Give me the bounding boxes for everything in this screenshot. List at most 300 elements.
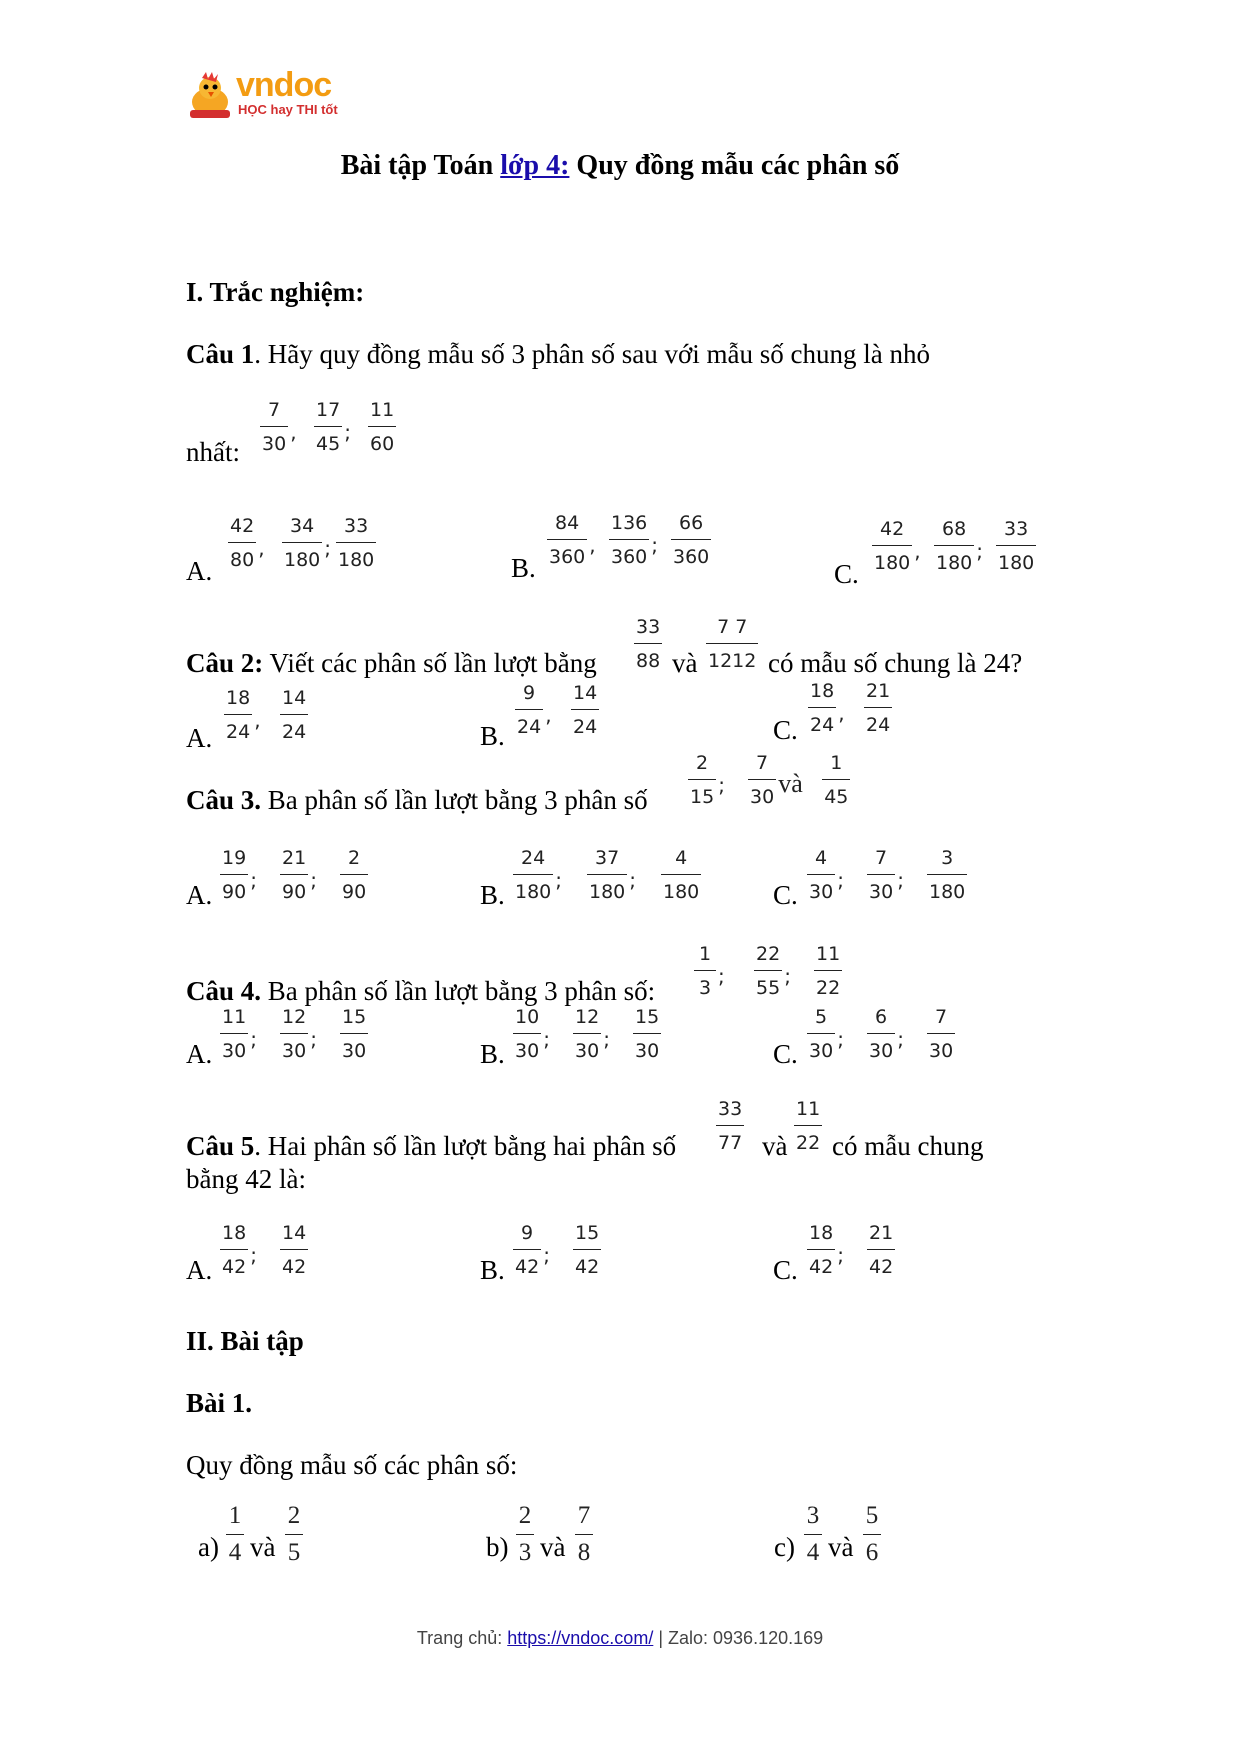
fraction-bar	[634, 643, 662, 644]
fraction-bar	[573, 1033, 601, 1034]
q3-option-b[interactable]: B.	[480, 880, 505, 910]
fraction	[513, 1221, 541, 1279]
numerator: 14	[573, 682, 598, 704]
denominator: 90	[342, 881, 367, 903]
fraction	[515, 681, 543, 739]
q5-option-c[interactable]: C.	[773, 1255, 798, 1285]
question-5-fraction-1	[716, 1097, 744, 1155]
question-1	[186, 338, 930, 370]
fraction-bar	[807, 874, 835, 875]
footer-prefix: Trang chủ:	[416, 1628, 508, 1648]
denominator: 180	[936, 552, 973, 574]
fraction-bar	[927, 1033, 955, 1034]
exercise-1-instruction: Quy đồng mẫu số các phân số:	[186, 1450, 518, 1480]
denominator: 360	[611, 546, 648, 568]
fraction-separator: ,	[914, 539, 921, 563]
denominator: 24	[282, 721, 307, 743]
fraction-bar	[516, 1534, 534, 1535]
fraction	[368, 398, 396, 456]
fraction	[340, 1005, 368, 1063]
exercise-item-b-fraction-2	[575, 1504, 593, 1565]
fraction-bar	[867, 1249, 895, 1250]
fraction	[571, 681, 599, 739]
fraction	[609, 511, 649, 569]
numerator: 42	[230, 515, 255, 537]
q4-option-c[interactable]: C.	[773, 1039, 798, 1069]
denominator: 30	[869, 881, 894, 903]
denominator: 80	[230, 549, 255, 571]
fraction-bar	[688, 779, 716, 780]
numerator: 4	[815, 847, 828, 869]
fraction-bar	[228, 542, 256, 543]
page-title	[0, 150, 1240, 182]
fraction	[808, 679, 836, 737]
fraction-bar	[822, 779, 850, 780]
q2-option-c[interactable]: C.	[773, 715, 798, 745]
question-5-and: và	[762, 1131, 788, 1161]
numerator: 11	[222, 1006, 247, 1028]
numerator: 34	[290, 515, 315, 537]
numerator: 42	[880, 518, 905, 540]
q5-option-a[interactable]: A.	[186, 1255, 213, 1285]
fraction-bar	[547, 539, 587, 540]
numerator: 17	[316, 399, 341, 421]
exercise-item-a-fraction-2	[285, 1504, 303, 1565]
denominator: 180	[284, 549, 321, 571]
numerator: 12	[575, 1006, 600, 1028]
fraction	[282, 514, 322, 572]
fraction-bar	[513, 1033, 541, 1034]
fraction-separator: ;	[310, 1027, 317, 1051]
denominator: 30	[515, 1040, 540, 1062]
fraction-bar	[513, 1249, 541, 1250]
fraction	[807, 1221, 835, 1279]
fraction-separator: ;	[250, 868, 257, 892]
fraction-bar	[814, 970, 842, 971]
exercise-item-b-fraction-1	[516, 1504, 534, 1565]
denominator: 60	[370, 433, 395, 455]
denominator: 180	[338, 549, 375, 571]
footer-link[interactable]: https://vndoc.com/	[507, 1628, 654, 1648]
fraction-separator: ;	[603, 1027, 610, 1051]
question-3-text: Ba phân số lần lượt bằng 3 phân số	[261, 785, 648, 815]
fraction-bar	[661, 874, 701, 875]
fraction-separator: ,	[290, 420, 297, 444]
section-heading-1: I. Trắc nghiệm:	[186, 277, 365, 307]
denominator: 6	[865, 1539, 879, 1566]
fraction	[814, 942, 842, 1000]
fraction-bar	[754, 970, 782, 971]
fraction-separator: ,	[545, 703, 552, 727]
footer-contact: | Zalo: 0936.120.169	[653, 1628, 824, 1648]
fraction	[927, 1005, 955, 1063]
title-text-after: Quy đồng mẫu các phân số	[569, 150, 900, 181]
numerator: 33	[718, 1098, 743, 1120]
question-1-text: . Hãy quy đồng mẫu số 3 phân số sau với mẫu số chung là nhỏ	[254, 339, 930, 369]
numerator: 11	[370, 399, 395, 421]
denominator: 4	[228, 1539, 242, 1566]
fraction	[260, 398, 288, 456]
numerator: 3	[941, 847, 954, 869]
fraction	[587, 846, 627, 904]
denominator: 15	[690, 786, 715, 808]
fraction-bar	[716, 1125, 744, 1126]
numerator: 15	[575, 1222, 600, 1244]
denominator: 42	[809, 1256, 834, 1278]
fraction-separator: ;	[250, 1027, 257, 1051]
numerator: 11	[816, 943, 841, 965]
denominator: 180	[874, 552, 911, 574]
fraction-separator: ;	[324, 536, 332, 560]
fraction-bar	[226, 1534, 244, 1535]
numerator: 6	[875, 1006, 888, 1028]
fraction	[547, 511, 587, 569]
fraction-separator: ,	[838, 701, 845, 725]
denominator: 30	[750, 786, 775, 808]
exercise-item-c-fraction-1	[804, 1504, 822, 1565]
numerator: 18	[222, 1222, 247, 1244]
numerator: 14	[282, 1222, 307, 1244]
question-4-label: Câu 4.	[186, 976, 262, 1006]
question-4-text: Ba phân số lần lượt bằng 3 phân số:	[261, 976, 656, 1006]
q1-option-a[interactable]: A.	[186, 556, 213, 586]
fraction-bar	[671, 539, 711, 540]
q4-option-b[interactable]: B.	[480, 1039, 505, 1069]
numerator: 9	[523, 682, 536, 704]
denominator: 8	[577, 1539, 591, 1566]
fraction-bar	[220, 874, 248, 875]
exercise-1-label: Bài 1.	[186, 1388, 253, 1418]
denominator: 90	[222, 881, 247, 903]
q3-option-c[interactable]: C.	[773, 880, 798, 910]
numerator: 2	[348, 847, 361, 869]
numerator: 7	[935, 1006, 948, 1028]
fraction	[573, 1005, 601, 1063]
fraction	[661, 846, 701, 904]
denominator: 24	[866, 714, 891, 736]
q5-option-b[interactable]: B.	[480, 1255, 505, 1285]
exercise-item-c-letter: c)	[774, 1532, 795, 1562]
q2-option-b[interactable]: B.	[480, 721, 505, 751]
fraction	[314, 398, 342, 456]
fraction-separator: ;	[344, 420, 351, 444]
question-2-label: Câu 2:	[186, 648, 264, 678]
fraction-separator: ;	[837, 1243, 844, 1267]
exercise-item-b-and: và	[540, 1532, 566, 1562]
fraction-separator: ;	[718, 773, 725, 797]
exercise-item-b-letter: b)	[486, 1532, 509, 1562]
fraction	[671, 511, 711, 569]
fraction-bar	[513, 874, 553, 875]
question-5-text-after: có mẫu chung	[832, 1131, 984, 1161]
denominator: 24	[226, 721, 251, 743]
numerator: 84	[555, 512, 580, 534]
fraction-bar	[285, 1534, 303, 1535]
fraction-bar	[220, 1033, 248, 1034]
denominator: 180	[663, 881, 700, 903]
title-text-before: Bài tập Toán	[340, 150, 501, 181]
numerator: 21	[869, 1222, 894, 1244]
denominator: 360	[549, 546, 586, 568]
fraction-separator: ;	[976, 539, 984, 563]
fraction-bar	[280, 1033, 308, 1034]
question-5-fraction-2	[794, 1097, 822, 1155]
fraction-separator: ;	[543, 1243, 550, 1267]
question-2-fraction-1	[634, 615, 662, 673]
numerator: 33	[636, 616, 661, 638]
fraction	[872, 517, 912, 575]
fraction-bar	[867, 874, 895, 875]
fraction-bar	[863, 1534, 881, 1535]
fraction-bar	[368, 426, 396, 427]
fraction	[867, 846, 895, 904]
numerator: 24	[521, 847, 546, 869]
numerator: 18	[809, 1222, 834, 1244]
fraction-bar	[224, 714, 252, 715]
question-4	[186, 975, 655, 1007]
fraction	[694, 942, 716, 1000]
denominator: 30	[342, 1040, 367, 1062]
denominator: 3	[518, 1539, 532, 1566]
numerator: 18	[226, 687, 251, 709]
denominator: 1212	[708, 650, 757, 672]
q1-option-b[interactable]: B.	[511, 553, 536, 583]
fraction-separator: và	[778, 769, 803, 798]
question-2-text: Viết các phân số lần lượt bằng	[263, 648, 597, 678]
denominator: 30	[929, 1040, 954, 1062]
fraction-separator: ;	[555, 868, 563, 892]
fraction	[513, 846, 553, 904]
fraction	[867, 1005, 895, 1063]
numerator: 7 7	[717, 616, 748, 638]
logo-wordmark: vndoc	[236, 66, 332, 104]
denominator: 24	[517, 716, 542, 738]
fraction-separator: ;	[629, 868, 637, 892]
question-5-text-2: bằng 42 là:	[186, 1164, 306, 1194]
denominator: 30	[809, 881, 834, 903]
fraction	[867, 1221, 895, 1279]
denominator: 77	[718, 1132, 743, 1154]
numerator: 11	[796, 1098, 821, 1120]
fraction-bar	[706, 643, 758, 644]
fraction-bar	[748, 779, 776, 780]
fraction-bar	[340, 874, 368, 875]
denominator: 180	[998, 552, 1035, 574]
fraction	[807, 846, 835, 904]
numerator: 21	[282, 847, 307, 869]
numerator: 5	[815, 1006, 828, 1028]
denominator: 45	[316, 433, 341, 455]
denominator: 360	[673, 546, 710, 568]
numerator: 7	[875, 847, 888, 869]
numerator: 33	[1004, 518, 1029, 540]
fraction	[996, 517, 1036, 575]
denominator: 30	[635, 1040, 660, 1062]
denominator: 30	[809, 1040, 834, 1062]
denominator: 30	[282, 1040, 307, 1062]
numerator: 15	[342, 1006, 367, 1028]
fraction-bar	[336, 542, 376, 543]
fraction	[864, 679, 892, 737]
fraction-separator: ;	[897, 868, 904, 892]
q4-option-a[interactable]: A.	[186, 1039, 213, 1069]
fraction-bar	[807, 1033, 835, 1034]
fraction	[633, 1005, 661, 1063]
denominator: 55	[756, 977, 781, 999]
fraction-bar	[804, 1534, 822, 1535]
fraction-separator: ;	[897, 1027, 904, 1051]
denominator: 180	[515, 881, 552, 903]
numerator: 14	[282, 687, 307, 709]
numerator: 9	[521, 1222, 534, 1244]
denominator: 30	[222, 1040, 247, 1062]
fraction-bar	[220, 1249, 248, 1250]
fraction	[280, 686, 308, 744]
fraction	[513, 1005, 541, 1063]
numerator: 37	[595, 847, 620, 869]
denominator: 42	[282, 1256, 307, 1278]
numerator: 7	[756, 752, 769, 774]
denominator: 42	[222, 1256, 247, 1278]
denominator: 180	[929, 881, 966, 903]
question-5-text: . Hai phân số lần lượt bằng hai phân số	[254, 1131, 677, 1161]
fraction	[220, 1221, 248, 1279]
denominator: 42	[575, 1256, 600, 1278]
denominator: 24	[573, 716, 598, 738]
denominator: 30	[575, 1040, 600, 1062]
fraction-bar	[573, 1249, 601, 1250]
numerator: 1	[228, 1502, 242, 1529]
exercise-item-a-letter: a)	[198, 1532, 219, 1562]
exercise-item-a-and: và	[250, 1532, 276, 1562]
q1-option-c[interactable]: C.	[834, 559, 859, 589]
numerator: 2	[696, 752, 709, 774]
fraction-bar	[587, 874, 627, 875]
fraction	[927, 846, 967, 904]
fraction-bar	[872, 545, 912, 546]
fraction-bar	[694, 970, 716, 971]
logo	[186, 66, 356, 125]
mascot-icon	[186, 72, 234, 120]
fraction-separator: ;	[784, 964, 791, 988]
fraction	[224, 686, 252, 744]
question-3	[186, 784, 648, 816]
fraction-separator: ;	[250, 1243, 257, 1267]
numerator: 7	[577, 1502, 591, 1529]
denominator: 88	[636, 650, 661, 672]
denominator: 90	[282, 881, 307, 903]
question-1-label: Câu 1	[186, 339, 255, 369]
fraction-bar	[280, 714, 308, 715]
numerator: 4	[675, 847, 688, 869]
denominator: 5	[287, 1539, 301, 1566]
denominator: 42	[515, 1256, 540, 1278]
denominator: 45	[824, 786, 849, 808]
q3-option-a[interactable]: A.	[186, 880, 213, 910]
fraction	[807, 1005, 835, 1063]
numerator: 22	[756, 943, 781, 965]
fraction-bar	[934, 545, 974, 546]
fraction	[340, 846, 368, 904]
fraction	[336, 514, 376, 572]
logo-tagline: HỌC hay THI tốt	[238, 102, 338, 117]
denominator: 4	[806, 1539, 820, 1566]
fraction-separator: ;	[310, 868, 317, 892]
numerator: 66	[679, 512, 704, 534]
footer	[0, 1628, 1240, 1649]
question-2-and: và	[672, 648, 698, 678]
fraction	[220, 1005, 248, 1063]
fraction-bar	[515, 709, 543, 710]
fraction-bar	[867, 1033, 895, 1034]
fraction	[573, 1221, 601, 1279]
question-5	[186, 1130, 676, 1162]
exercise-item-a-fraction-1	[226, 1504, 244, 1565]
fraction-bar	[633, 1033, 661, 1034]
denominator: 22	[796, 1132, 821, 1154]
fraction	[228, 514, 256, 572]
exercise-item-c-and: và	[828, 1532, 854, 1562]
denominator: 30	[262, 433, 287, 455]
q2-option-a[interactable]: A.	[186, 723, 213, 753]
fraction-bar	[571, 709, 599, 710]
fraction-bar	[575, 1534, 593, 1535]
numerator: 3	[806, 1502, 820, 1529]
fraction-bar	[807, 1249, 835, 1250]
fraction-bar	[340, 1033, 368, 1034]
numerator: 5	[865, 1502, 879, 1529]
fraction-bar	[282, 542, 322, 543]
fraction-bar	[864, 707, 892, 708]
numerator: 7	[268, 399, 281, 421]
fraction-bar	[996, 545, 1036, 546]
fraction-bar	[280, 874, 308, 875]
fraction-separator: ,	[258, 536, 265, 560]
numerator: 21	[866, 680, 891, 702]
exercise-item-c-fraction-2	[863, 1504, 881, 1565]
numerator: 12	[282, 1006, 307, 1028]
fraction-separator: ,	[254, 708, 261, 732]
fraction-bar	[808, 707, 836, 708]
question-5-label: Câu 5	[186, 1131, 255, 1161]
title-link[interactable]: lớp 4:	[500, 150, 570, 181]
fraction-separator: ;	[837, 868, 844, 892]
fraction	[754, 942, 782, 1000]
numerator: 1	[698, 943, 712, 965]
numerator: 2	[518, 1502, 532, 1529]
denominator: 30	[869, 1040, 894, 1062]
fraction-bar	[609, 539, 649, 540]
fraction-bar	[927, 874, 967, 875]
fraction	[280, 1221, 308, 1279]
fraction-separator: ;	[543, 1027, 550, 1051]
denominator: 22	[816, 977, 841, 999]
denominator: 24	[810, 714, 835, 736]
fraction	[280, 1005, 308, 1063]
numerator: 10	[515, 1006, 540, 1028]
numerator: 33	[344, 515, 369, 537]
numerator: 18	[810, 680, 835, 702]
fraction	[934, 517, 974, 575]
fraction-bar	[314, 426, 342, 427]
fraction	[748, 751, 776, 809]
fraction	[822, 751, 850, 809]
numerator: 2	[287, 1502, 301, 1529]
denominator: 180	[589, 881, 626, 903]
fraction-separator: ;	[718, 964, 725, 988]
fraction-separator: ;	[651, 533, 659, 557]
fraction	[688, 751, 716, 809]
